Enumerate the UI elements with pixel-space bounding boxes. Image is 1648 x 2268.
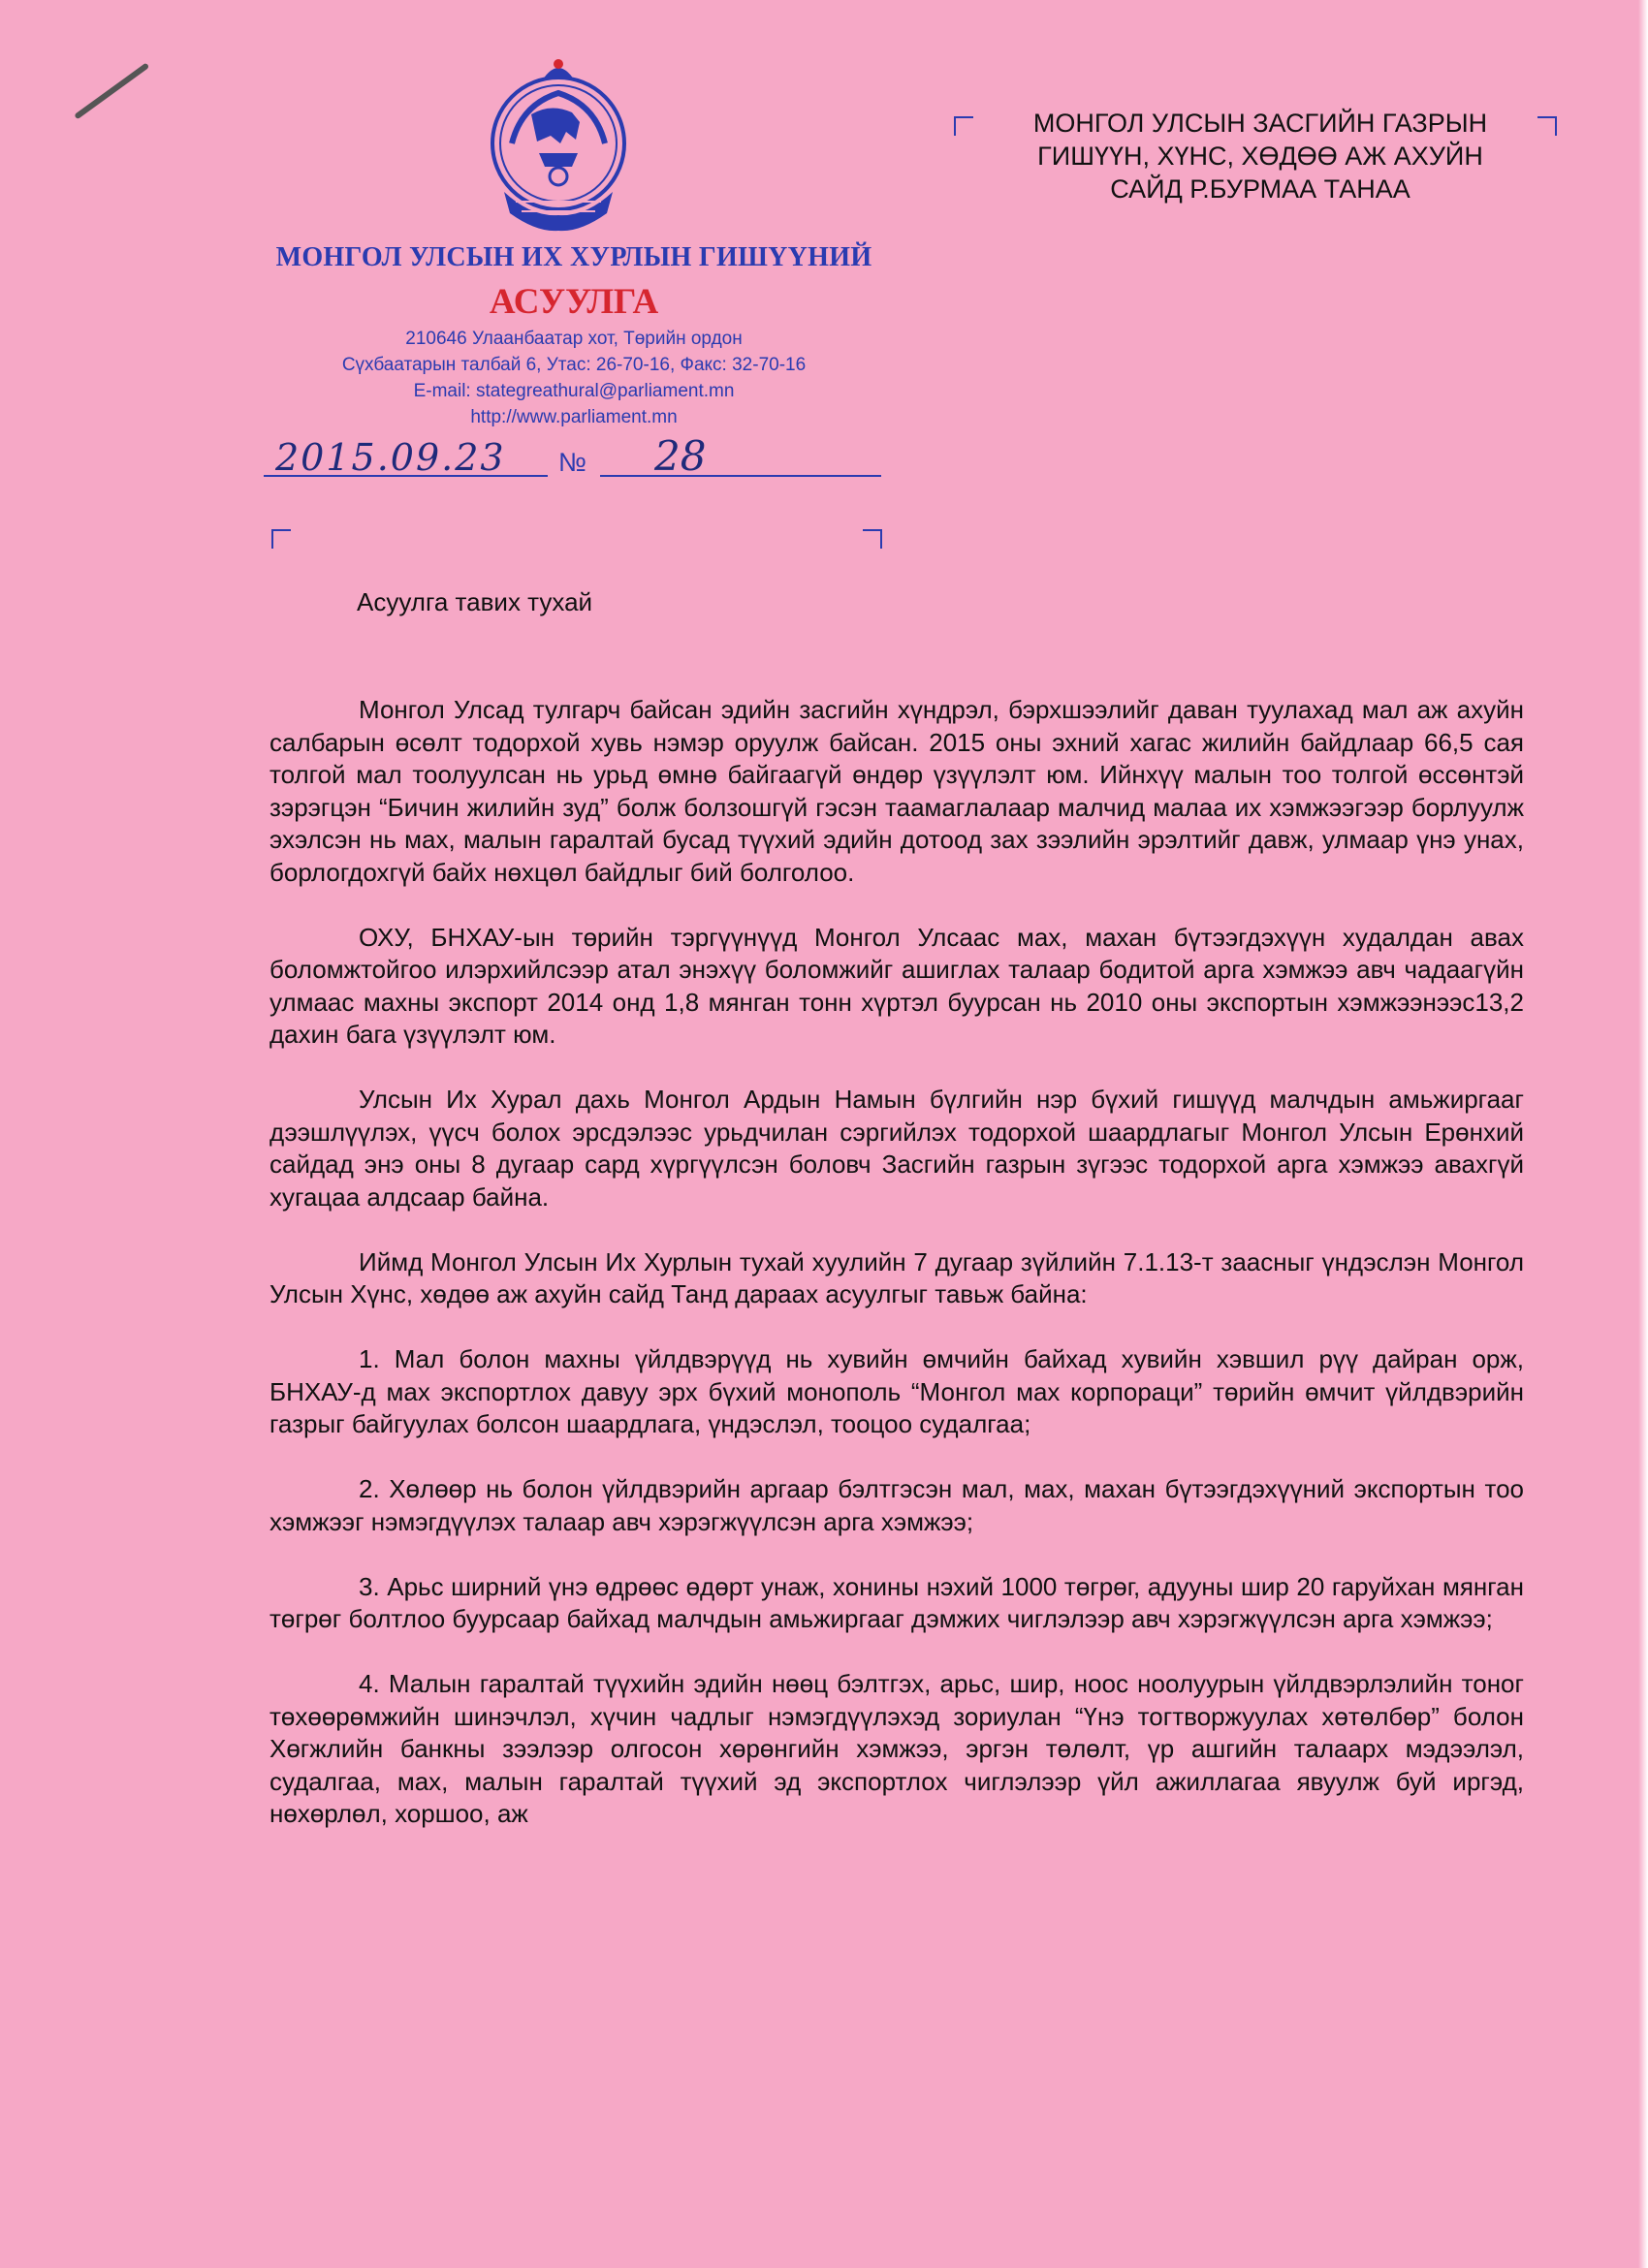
address-line: 210646 Улаанбаатар хот, Төрийн ордон [405, 329, 743, 349]
handwritten-number: 28 [654, 432, 707, 480]
recipient-line-2: ГИШҮҮН, ХҮНС, ХӨДӨӨ АЖ АХУЙН [1037, 142, 1483, 171]
body-paragraph: Монгол Улсад тулгарч байсан эдийн засгийн хүндрэл, бэрхшээлийг даван туулахад мал аж ахуйн салбарын өсөлт тодорхой хувь нэмэр оруулж байсан. 2015 оны эхний хагас жилийн байдлаар 66,5 сая толгой мал тоолуулсан нь урьд өмнө байгаагүй өндөр үзүүлэлт юм. Ийнхүү малын тоо толгой өссөнтэй зэрэгцэн “Бичин жилийн зуд” болж болзошгүй гэсэн таамаглалаар малчид малаа их хэмжээгээр борлуулж эхэлсэн нь мах, малын гаралтай бусад түүхий эдийн дотоод зах зээлийн эрэлтийг давж, улмаар үнэ унах, борлогдохгүй байх нөхцөл байдлыг бий болголоо. [269, 695, 1524, 887]
state-emblem-icon [483, 47, 634, 236]
page-edge [1638, 0, 1648, 2268]
address-corner-right [863, 529, 882, 549]
body-paragraph: Улсын Их Хурал дахь Монгол Ардын Намын бүлгийн нэр бүхий гишүүд малчдын амьжиргааг дээшлүүлэх, үүсч болох эрсдэлээс урьдчилан сэргийлэх тодорхой шаардлагыг Монгол Улсын Ерөнхий сайдад энэ оны 8 дугаар сард хүргүүлсэн боловч Засгийн газрын зүгээс тодорхой арга хэмжээ авахгүй хугацаа алдсаар байна. [269, 1085, 1524, 1212]
email-line: E-mail: stategreathural@parliament.mn [413, 381, 735, 401]
org-title: МОНГОЛ УЛСЫН ИХ ХУРЛЫН ГИШҮҮНИЙ [275, 242, 872, 272]
pen-mark [74, 62, 149, 119]
recipient-line-3: САЙД Р.БУРМАА ТАНАА [1110, 174, 1410, 204]
question-item-4: 4. Малын гаралтай түүхийн эдийн нөөц бэлтгэх, арьс, шир, ноос ноолуурын үйлдвэрлэлийн тоног төхөөрөмжийн шинэчлэл, хүчин чадлыг нэмэгдүүлэхэд зориулан “Үнэ тогтворжуулах хөтөлбөр” болон Хөгжлийн банкны зээлээр олгосон хөрөнгийн хэмжээ, эргэн төлөлт, үр ашгийн талаарх мэдээлэл, судалгаа, мах, малын гаралтай түүхий эд экспортлох чиглэлээр үйл ажиллагаа явуулж буй иргэд, нөхөрлөл, хоршоо, аж [269, 1669, 1524, 1828]
handwritten-date: 2015.09.23 [275, 436, 506, 479]
phone-line: Сүхбаатарын талбай 6, Утас: 26-70-16, Факс: 32-70-16 [341, 355, 807, 375]
question-item-1: 1. Мал болон махны үйлдвэрүүд нь хувийн өмчийн байхад хувийн хэвшил рүү дайран орж, БНХАУ-д мах экспортлох давуу эрх бүхий монополь “Монгол мах корпораци” төрийн өмчит үйлдвэрийн газрыг байгуулах болсон шаардлага, үндэслэл, тооцоо судалгаа; [269, 1344, 1524, 1438]
question-item-2: 2. Хөлөөр нь болон үйлдвэрийн аргаар бэлтгэсэн мал, мах, махан бүтээгдэхүүний экспортын тоо хэмжээг нэмэгдүүлэх талаар авч хэрэгжүүлсэн арга хэмжээ; [269, 1474, 1524, 1536]
letter-body [269, 694, 1524, 1831]
question-item-3: 3. Арьс ширний үнэ өдрөөс өдөрт унаж, хонины нэхий 1000 төгрөг, адууны шир 20 гаруйхан мянган төгрөг болтлоо буурсаар байхад малчдын амьжиргааг дэмжих чиглэлээр авч хэрэгжүүлсэн арга хэмжээ; [269, 1571, 1524, 1633]
body-paragraph: Иймд Монгол Улсын Их Хурлын тухай хуулийн 7 дугаар зүйлийн 7.1.13-т заасныг үндэслэн Монгол Улсын Хүнс, хөдөө аж ахуйн сайд Танд дараах асуулгыг тавьж байна: [269, 1246, 1524, 1308]
address-corner-left [271, 529, 291, 549]
website-line: http://www.parliament.mn [470, 407, 678, 427]
subject-line: Асуулга тавих тухай [357, 587, 593, 616]
document-kind: АСУУЛГА [489, 282, 659, 322]
body-paragraph: ОХУ, БНХАУ-ын төрийн тэргүүнүүд Монгол Улсаас мах, махан бүтээгдэхүүн худалдан авах боломжтойгоо илэрхийлсээр атал энэхүү боломжийг ашиглах талаар бодитой арга хэмжээ авч чадаагүйн улмаас махны экспорт 2014 онд 1,8 мянган тонн хүртэл буурсан нь 2010 оны экспортын хэмжээнээс13,2 дахин бага үзүүлэлт юм. [269, 922, 1524, 1049]
number-sign: № [558, 448, 586, 477]
date-underline [264, 475, 548, 477]
recipient-block [960, 107, 1561, 205]
number-underline [600, 475, 881, 477]
recipient-line-1: МОНГОЛ УЛСЫН ЗАСГИЙН ГАЗРЫН [1032, 109, 1488, 138]
